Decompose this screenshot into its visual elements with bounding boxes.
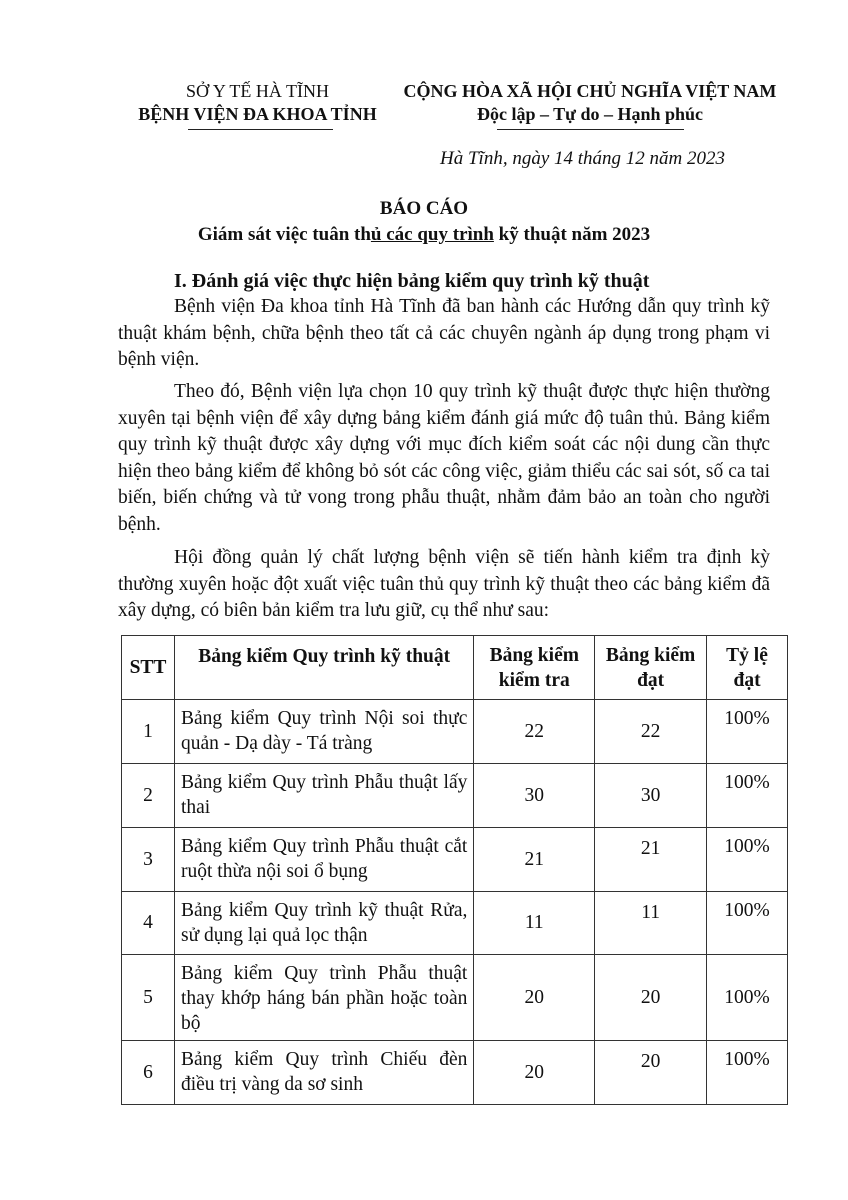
cell-rate: 100% — [707, 764, 788, 828]
agency-name: BỆNH VIỆN ĐA KHOA TỈNH — [138, 104, 377, 124]
cell-procedure: Bảng kiểm Quy trình Phẫu thuật cắt ruột thừa nội soi ổ bụng — [174, 828, 473, 892]
subtitle-part: Giám sát việc tuân th — [197, 224, 371, 245]
cell-rate: 100% — [707, 1041, 788, 1105]
document-title-block — [0, 196, 848, 248]
cell-procedure: Bảng kiểm Quy trình Chiếu đèn điều trị vàng da sơ sinh — [174, 1041, 473, 1105]
header-stt: STT — [122, 636, 175, 700]
document-subtitle — [0, 222, 848, 248]
document-title: BÁO CÁO — [379, 198, 469, 219]
cell-passed: 22 — [595, 700, 707, 764]
cell-passed: 20 — [595, 1041, 707, 1105]
issuing-agency — [120, 80, 395, 126]
table-row — [122, 892, 788, 955]
cell-passed: 20 — [595, 955, 707, 1041]
cell-stt: 3 — [122, 828, 175, 892]
cell-passed: 11 — [595, 892, 707, 955]
paragraph: Hội đồng quản lý chất lượng bệnh viện sẽ tiến hành kiểm tra định kỳ thường xuyên hoặc đột xuất việc tuân thủ quy trình kỹ thuật theo các bảng kiểm đã xây dựng, có biên bản kiểm tra lưu giữ, cụ thể như sau: — [118, 547, 770, 621]
cell-checked: 11 — [474, 892, 595, 955]
table-row — [122, 764, 788, 828]
paragraph: Theo đó, Bệnh viện lựa chọn 10 quy trình kỹ thuật được thực hiện thường xuyên tại bệnh viện để xây dựng bảng kiểm đánh giá mức độ tuân thủ. Bảng kiểm quy trình kỹ thuật được xây dựng với mục đích kiểm soát các nội dung cần thực hiện theo bảng kiểm để không bỏ sót các công việc, giảm thiểu các sai sót, số ca tai biến, biến chứng và tử vong trong phẫu thuật, nhằm đảm bảo an toàn cho người bệnh. — [118, 381, 770, 535]
agency-parent: SỞ Y TẾ HÀ TĨNH — [186, 81, 329, 101]
compliance-table — [121, 635, 788, 1105]
subtitle-underlined-part: ủ các quy trình — [370, 224, 494, 245]
cell-stt: 5 — [122, 955, 175, 1041]
motto: Độc lập – Tự do – Hạnh phúc — [476, 104, 704, 124]
cell-checked: 20 — [474, 955, 595, 1041]
header-rate: Tỷ lệ đạt — [707, 636, 788, 700]
table-row — [122, 828, 788, 892]
paragraph: Bệnh viện Đa khoa tỉnh Hà Tĩnh đã ban hành các Hướng dẫn quy trình kỹ thuật khám bệnh, chữa bệnh theo tất cả các chuyên ngành áp dụng trong phạm vi bệnh viện. — [118, 296, 770, 370]
table-row — [122, 1041, 788, 1105]
header-procedure: Bảng kiểm Quy trình kỹ thuật — [174, 636, 473, 700]
header-passed: Bảng kiểm đạt — [595, 636, 707, 700]
cell-rate: 100% — [707, 828, 788, 892]
cell-procedure: Bảng kiểm Quy trình Phẫu thuật thay khớp háng bán phần hoặc toàn bộ — [174, 955, 473, 1041]
cell-checked: 22 — [474, 700, 595, 764]
cell-passed: 21 — [595, 828, 707, 892]
cell-procedure: Bảng kiểm Quy trình kỹ thuật Rửa, sử dụng lại quả lọc thận — [174, 892, 473, 955]
cell-stt: 4 — [122, 892, 175, 955]
cell-stt: 2 — [122, 764, 175, 828]
table-row — [122, 955, 788, 1041]
cell-stt: 6 — [122, 1041, 175, 1105]
national-motto — [390, 80, 790, 126]
motto-underline — [497, 129, 684, 130]
header-checked: Bảng kiểm kiểm tra — [474, 636, 595, 700]
document-date: Hà Tĩnh, ngày 14 tháng 12 năm 2023 — [440, 148, 725, 169]
cell-checked: 30 — [474, 764, 595, 828]
cell-checked: 21 — [474, 828, 595, 892]
cell-checked: 20 — [474, 1041, 595, 1105]
cell-rate: 100% — [707, 955, 788, 1041]
table-row — [122, 700, 788, 764]
cell-procedure: Bảng kiểm Quy trình Nội soi thực quản - Dạ dày - Tá tràng — [174, 700, 473, 764]
agency-underline — [188, 129, 333, 130]
cell-passed: 30 — [595, 764, 707, 828]
table-header-row — [122, 636, 788, 700]
cell-rate: 100% — [707, 892, 788, 955]
section-heading: I. Đánh giá việc thực hiện bảng kiểm quy trình kỹ thuật — [174, 270, 650, 292]
cell-stt: 1 — [122, 700, 175, 764]
cell-rate: 100% — [707, 700, 788, 764]
country-name: CỘNG HÒA XÃ HỘI CHỦ NGHĨA VIỆT NAM — [403, 81, 777, 101]
cell-procedure: Bảng kiểm Quy trình Phẫu thuật lấy thai — [174, 764, 473, 828]
subtitle-part: kỹ thuật năm 2023 — [493, 224, 651, 245]
